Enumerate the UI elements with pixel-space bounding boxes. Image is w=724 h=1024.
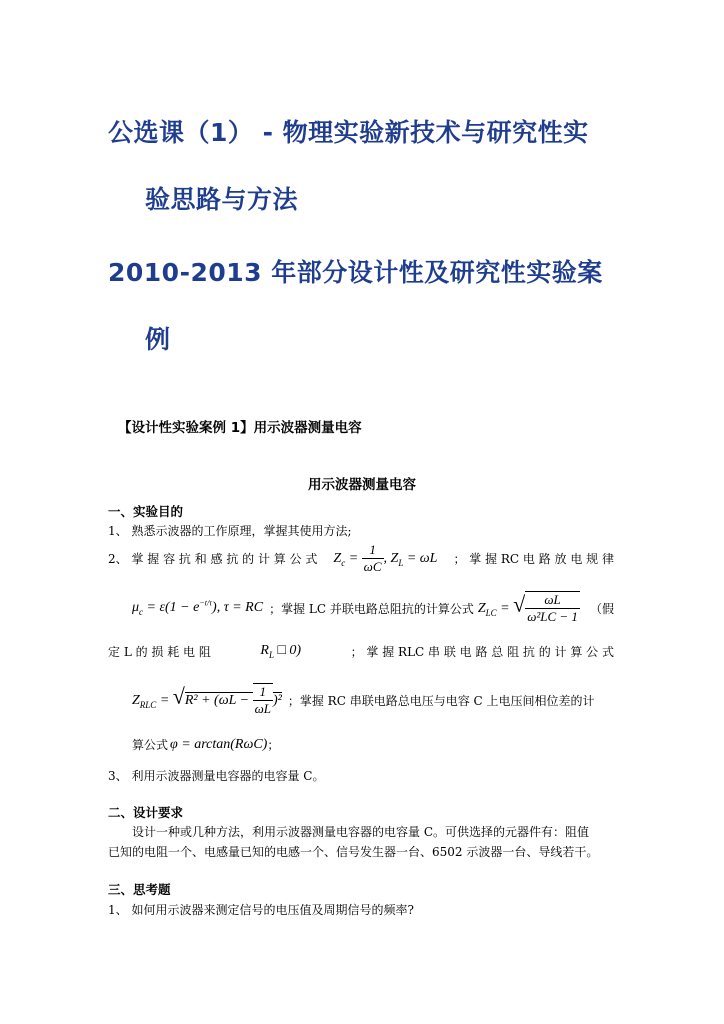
section1-item3: 3、 利用示波器测量电容器的电容量 C。 xyxy=(108,769,325,783)
formula-zlc: $Z_{LC}$ = √ $\frac{\omega L}{\text{ω²LC − 1}}$ xyxy=(477,591,578,624)
section1-item2-line2 xyxy=(132,588,614,628)
item2-rc: ； 掌 握 RC 电 路 放 电 规 律 xyxy=(453,551,614,566)
section2-line1: 设计一种或几种方法，利用示波器测量电容器的电容量 C。可供选择的元器件有：阻值 xyxy=(132,825,589,839)
item2-assume-open: （假 xyxy=(589,601,614,616)
formula-rl: $R_L$ □ 0) xyxy=(260,642,302,660)
page-title-line2: 验思路与方法 xyxy=(145,185,299,214)
doc-title: 用示波器测量电容 xyxy=(308,477,416,493)
formula-uc: $\mu_c = \varepsilon(1 - e^{-t/\tau})$, τ = RC xyxy=(132,598,264,618)
page-title-line1: 公选课（1） - 物理实验新技术与研究性实 xyxy=(108,118,589,147)
item2-end: ； xyxy=(267,738,280,752)
item2-lc-text: ；掌握 LC 并联电路总阻抗的计算公式 xyxy=(269,601,474,616)
section2-heading: 二、设计要求 xyxy=(108,805,184,820)
section3-item1: 1、 如何用示波器来测定信号的电压值及周期信号的频率? xyxy=(108,903,414,917)
section1-item2-line4 xyxy=(132,680,614,720)
section1-item2-line5 xyxy=(132,736,279,753)
section3-heading: 三、思考题 xyxy=(108,882,171,897)
section2-line2: 已知的电阻一个、电感量已知的电感一个、信号发生器一台、6502 示波器一台、导线若干。 xyxy=(108,845,599,859)
formula-phi: φ = arctan(RωC) xyxy=(170,736,268,752)
item2-phase-prefix: 算公式 xyxy=(132,738,169,752)
item2-prefix: 2、 掌 握 容 抗 和 感 抗 的 计 算 公 式 xyxy=(108,551,318,566)
section1-item2-line1 xyxy=(108,538,614,578)
formula-zc: $Z_c$ = $\frac{1}{\omega C}$ , $Z_L = \omega L$ xyxy=(333,541,438,574)
section1-item1: 1、 熟悉示波器的工作原理，掌握其使用方法; xyxy=(108,524,352,538)
item2-phase-text: ；掌握 RC 串联电路总电压与电容 C 上电压间相位差的计 xyxy=(287,693,595,708)
item2-rl-prefix: 定 L 的 损 耗 电 阻 xyxy=(108,644,211,659)
page-title-line3: 2010-2013 年部分设计性及研究性实验案 xyxy=(108,258,603,287)
case-heading: 【设计性实验案例 1】用示波器测量电容 xyxy=(118,420,362,436)
page-title-line4: 例 xyxy=(145,325,171,354)
section1-item2-line3 xyxy=(108,640,614,662)
item2-rlc-text: ； 掌 握 RLC 串 联 电 路 总 阻 抗 的 计 算 公 式 xyxy=(350,644,614,659)
formula-zrlc: $Z_{RLC} = √R^2 + (\omega L$ − $\frac{1}{\omega L}$ )² xyxy=(132,683,282,716)
section1-heading: 一、实验目的 xyxy=(108,504,184,519)
